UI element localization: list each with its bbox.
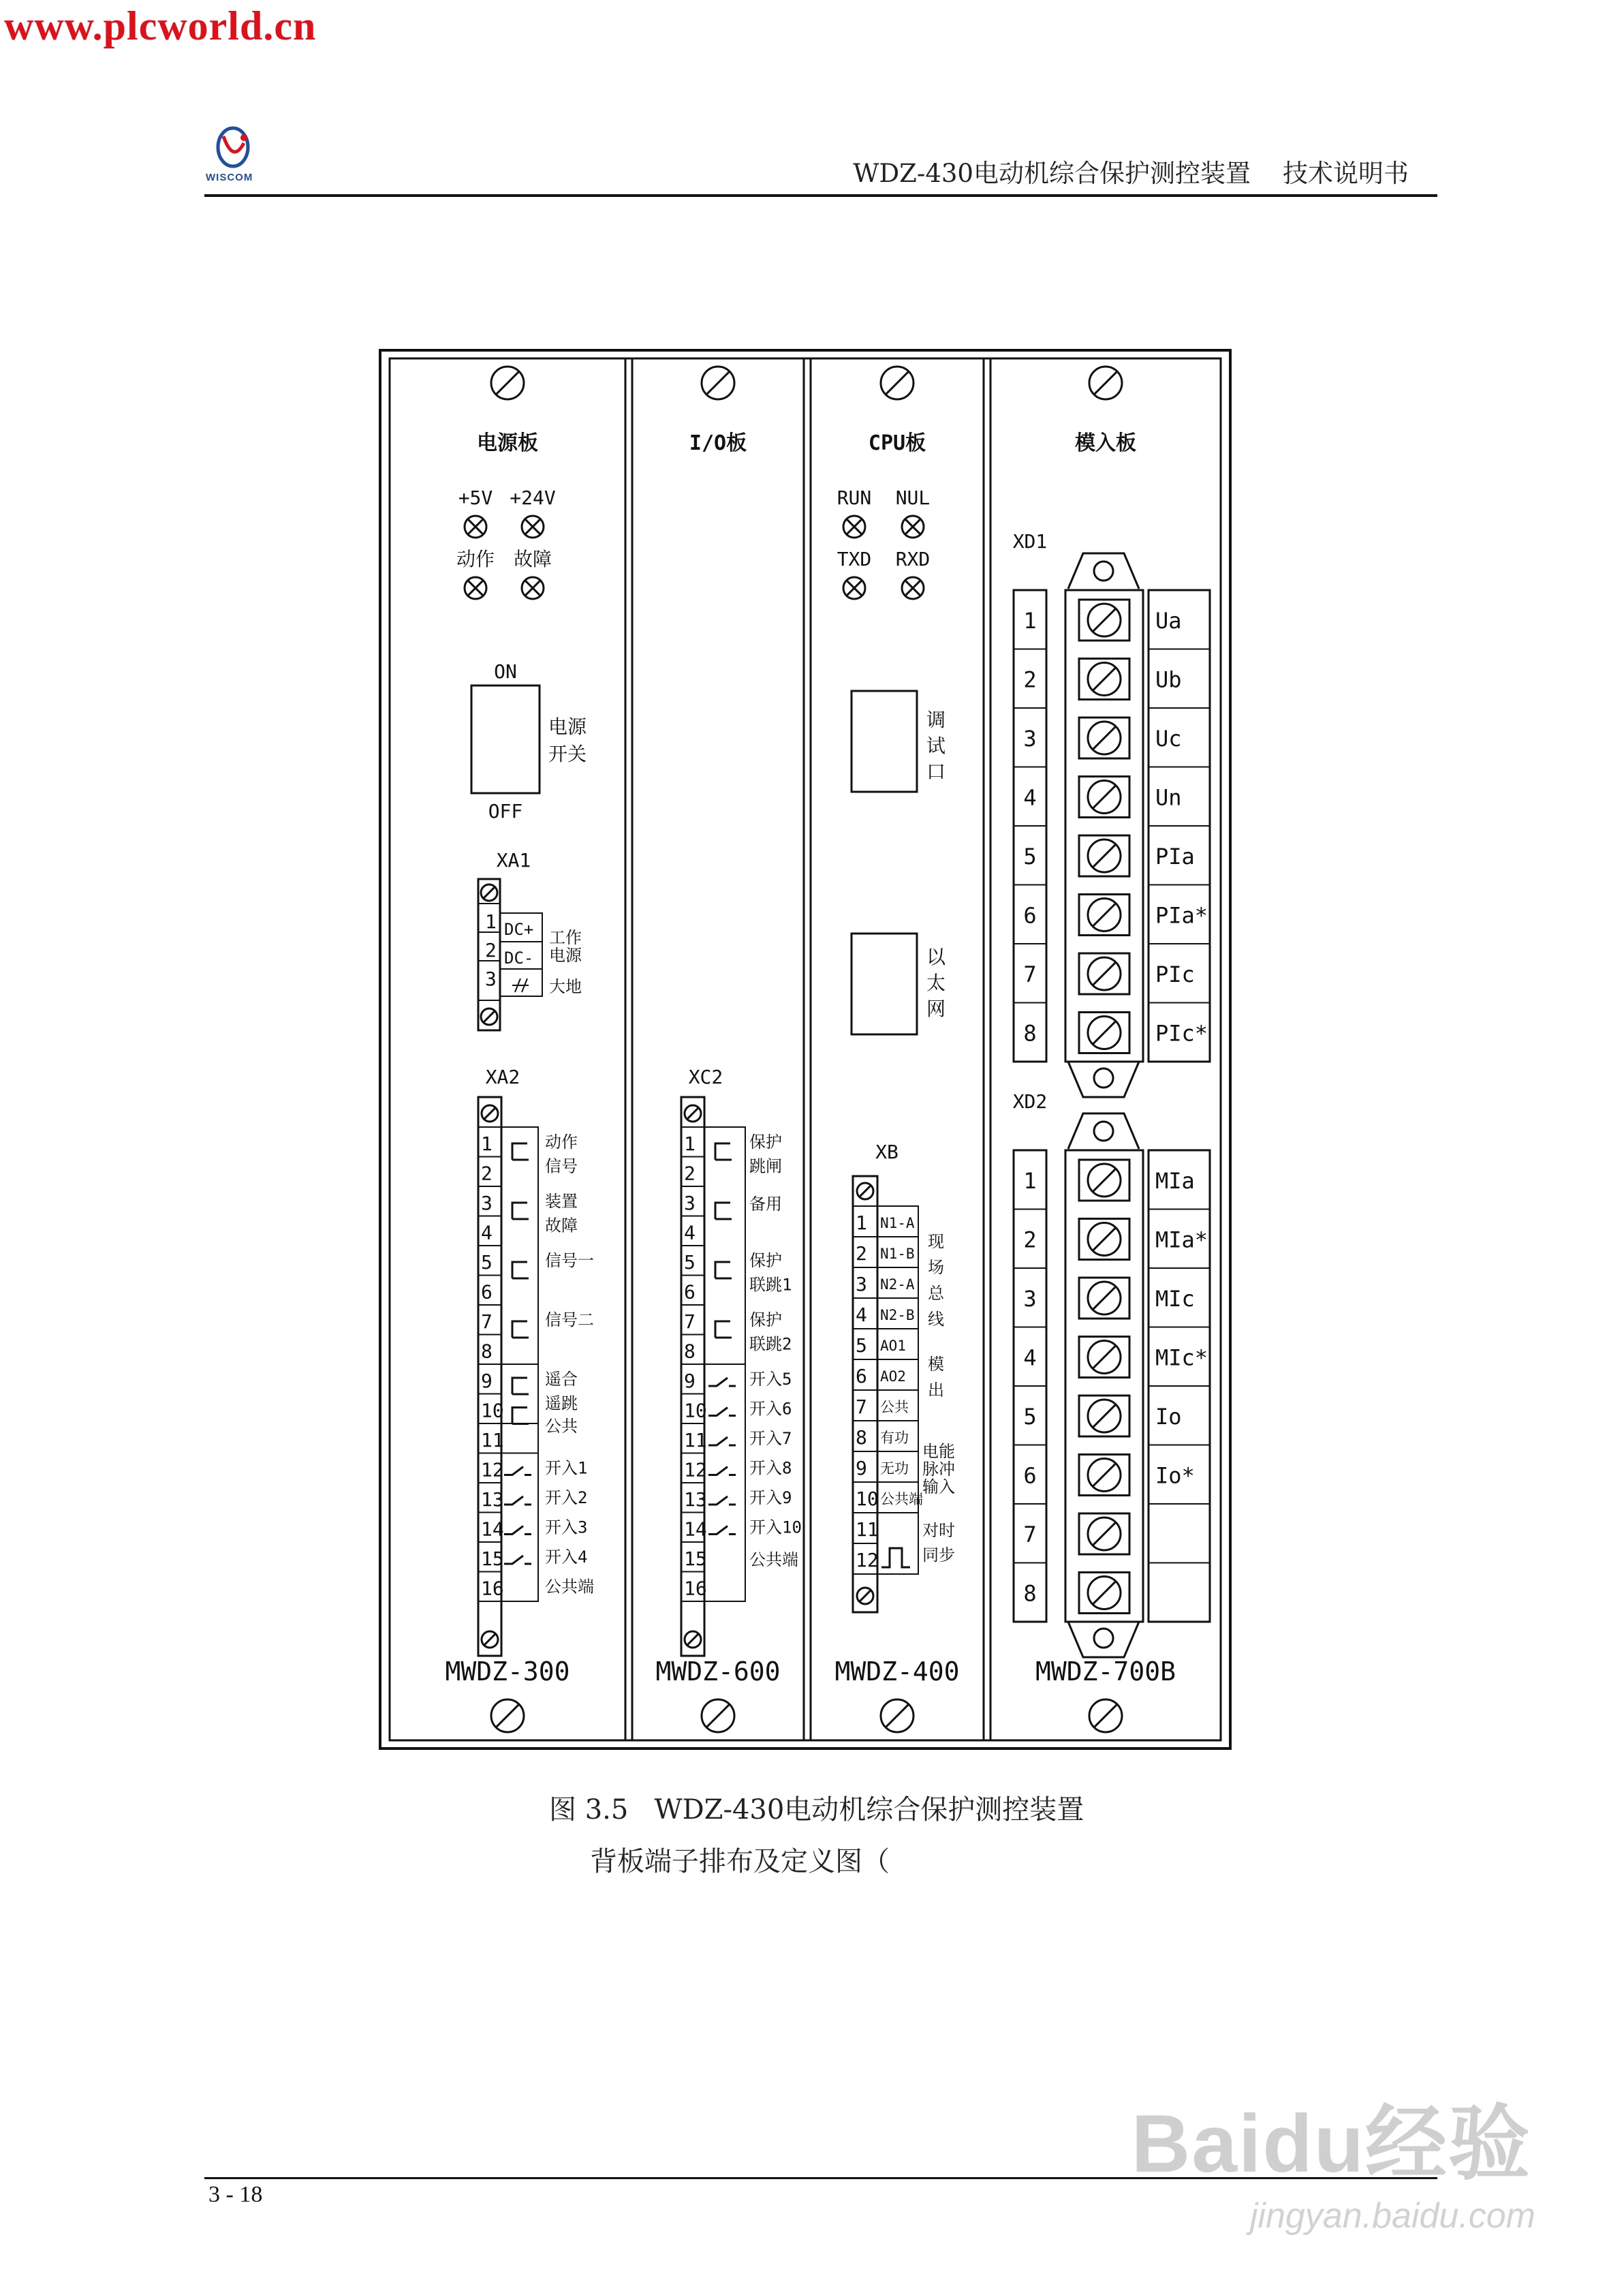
screw-slot (1093, 1464, 1116, 1487)
terminal-number: 16 (684, 1577, 707, 1600)
connector-name: XA1 (496, 849, 531, 872)
terminal-number: 1 (856, 1212, 867, 1234)
terminal-label: 遥跳 (545, 1393, 578, 1413)
led-label: TXD (837, 548, 872, 570)
terminal-number: 12 (684, 1458, 707, 1481)
terminal-number: 4 (481, 1221, 493, 1244)
terminal-label: Uc (1155, 726, 1182, 752)
terminal-label: 跳闸 (749, 1156, 782, 1176)
ethernet-port-label: 以 (926, 946, 946, 968)
terminal-number: 3 (684, 1192, 696, 1214)
relay-contact-symbol (512, 1408, 529, 1424)
terminal-number: 3 (481, 1192, 493, 1214)
debug-port-label: 试 (926, 735, 946, 757)
terminal-label: 联跳1 (749, 1275, 792, 1295)
connector-name: XD2 (1012, 1090, 1048, 1113)
ground-icon (512, 979, 529, 992)
switch-label: 电源 (548, 715, 587, 738)
figure-caption-line1: 图 3.5 WDZ-430电动机综合保护测控装置 (549, 1794, 1084, 1826)
switch-off-label: OFF (488, 800, 523, 822)
debug-port-label: 口 (926, 760, 946, 783)
connector-name: XB (875, 1141, 899, 1163)
terminal-label: 开入1 (545, 1458, 588, 1478)
input-box (704, 1364, 745, 1601)
terminal-label: Ub (1155, 666, 1182, 693)
terminal-number: 13 (684, 1488, 707, 1511)
terminal-label: 装置 (545, 1192, 578, 1211)
connector-name: XA2 (485, 1066, 520, 1088)
terminal-number: 14 (481, 1518, 504, 1541)
terminal-number: 1 (481, 1133, 493, 1155)
mount-hole-icon (1094, 561, 1113, 581)
screw-slot (484, 1011, 495, 1023)
led-label: +5V (458, 487, 493, 509)
terminal-code: N2-B (880, 1307, 915, 1323)
relay-contact-symbol (715, 1262, 732, 1278)
terminal-label: PIc (1155, 961, 1195, 987)
terminal-label: MIc* (1155, 1344, 1208, 1371)
logo-text: WISCOM (206, 172, 253, 183)
terminal-number: 5 (1023, 844, 1037, 869)
terminal-number: 1 (485, 910, 497, 933)
terminal-number: 10 (481, 1399, 504, 1422)
terminal-number: 1 (1023, 608, 1037, 634)
terminal-number: 8 (684, 1340, 696, 1363)
xa1-ground-box (500, 969, 542, 996)
terminal-number: 9 (856, 1457, 867, 1479)
terminal-code: 公共 (880, 1399, 909, 1415)
terminal-label: 电能 (922, 1442, 955, 1461)
screw-slot (1094, 1704, 1117, 1727)
terminal-number: 4 (684, 1221, 696, 1244)
terminal-label: 模 (928, 1355, 944, 1374)
terminal-label: 出 (928, 1381, 944, 1400)
screw-slot (886, 1704, 909, 1727)
terminal-label: 保护 (749, 1310, 782, 1329)
terminal-number: 6 (856, 1365, 867, 1387)
screw-slot (1093, 668, 1116, 691)
terminal-label: 故障 (545, 1216, 578, 1235)
screw-slot (484, 887, 495, 899)
terminal-label: 工作 (549, 928, 582, 947)
terminal-label: 线 (928, 1310, 944, 1329)
board-title: I/O板 (689, 431, 747, 455)
screw-slot (706, 1704, 730, 1727)
screw-slot (484, 1634, 496, 1646)
terminal-number: 2 (856, 1242, 867, 1265)
terminal-number: 3 (856, 1273, 867, 1295)
terminal-code: N2-A (880, 1276, 915, 1293)
baidu-watermark: Baidu经验 (1131, 2098, 1531, 2189)
terminal-number: 13 (481, 1488, 504, 1511)
terminal-label: 开入4 (545, 1547, 588, 1567)
terminal-label: 信号二 (545, 1310, 594, 1329)
xb-terminal-strip (853, 1176, 877, 1612)
screw-slot (1093, 1287, 1116, 1310)
terminal-label: 大地 (549, 977, 582, 996)
terminal-number: 2 (684, 1162, 696, 1185)
terminal-label: MIa* (1155, 1227, 1208, 1253)
screw-slot (496, 371, 519, 395)
terminal-label: 现 (928, 1232, 944, 1251)
input-switch-symbol (708, 1526, 736, 1535)
terminal-label: 开入10 (749, 1518, 802, 1537)
terminal-label: 公共端 (545, 1577, 594, 1597)
switch-on-label: ON (494, 660, 517, 683)
mount-ear (1068, 553, 1139, 589)
screw-slot (484, 1108, 496, 1120)
terminal-label: Un (1155, 784, 1182, 811)
screw-slot (886, 371, 909, 395)
terminal-label: 输入 (922, 1477, 955, 1496)
terminal-label: 信号一 (545, 1251, 594, 1270)
input-switch-symbol (708, 1467, 736, 1475)
input-switch-symbol (504, 1556, 531, 1564)
terminal-label: 电源 (549, 946, 582, 965)
terminal-number: 15 (684, 1547, 707, 1570)
board-model: MWDZ-300 (445, 1657, 570, 1686)
terminal-label: 脉冲 (922, 1460, 955, 1479)
terminal-label: 同步 (922, 1545, 955, 1565)
terminal-number: 8 (1023, 1580, 1037, 1607)
terminal-number: 7 (856, 1396, 867, 1418)
terminal-number: 7 (1023, 1522, 1037, 1547)
board-model: MWDZ-700B (1035, 1657, 1176, 1686)
relay-contact-symbol (512, 1203, 529, 1219)
relay-group-box (704, 1127, 745, 1364)
terminal-number: 4 (1023, 1344, 1037, 1371)
header-title: WDZ-430电动机综合保护测控装置 技术说明书 (853, 159, 1409, 188)
connector-name: XC2 (688, 1066, 723, 1088)
terminal-label: 联跳2 (749, 1334, 792, 1354)
screw-slot (1093, 962, 1116, 985)
screw-slot (1093, 904, 1116, 927)
terminal-label: 动作 (545, 1133, 578, 1152)
terminal-number: 4 (856, 1304, 867, 1326)
relay-contact-symbol (512, 1321, 529, 1338)
terminal-label: 开入6 (749, 1399, 792, 1419)
terminal-code: AO2 (880, 1368, 906, 1385)
screw-slot (1093, 609, 1116, 632)
terminal-label: 场 (928, 1258, 944, 1277)
screw-slot (860, 1590, 871, 1602)
input-switch-symbol (708, 1437, 736, 1445)
terminal-code: 有功 (880, 1430, 909, 1446)
baidu-watermark-url: jingyan.baidu.com (1249, 2196, 1535, 2236)
terminal-label: PIc* (1155, 1020, 1208, 1047)
screw-slot (706, 371, 730, 395)
terminal-label: 保护 (749, 1133, 782, 1152)
terminal-number: 5 (1023, 1404, 1037, 1430)
terminal-label: 开入9 (749, 1488, 792, 1507)
terminal-number: 2 (481, 1162, 493, 1185)
terminal-label: 公共端 (749, 1550, 798, 1569)
terminal-number: 14 (684, 1518, 707, 1541)
terminal-number: 6 (684, 1280, 696, 1304)
debug-port (852, 691, 917, 792)
terminal-number: 11 (481, 1429, 504, 1451)
terminal-number: 11 (856, 1518, 879, 1541)
terminal-number: 2 (1023, 666, 1037, 693)
terminal-number: 8 (481, 1340, 493, 1363)
relay-group-box (501, 1127, 538, 1423)
screw-slot (1093, 726, 1116, 750)
terminal-label: 对时 (922, 1521, 955, 1540)
site-watermark: www.plcworld.cn (4, 3, 317, 48)
terminal-number: 8 (856, 1426, 867, 1449)
terminal-number: 12 (481, 1458, 504, 1481)
terminal-number: 3 (485, 968, 497, 990)
terminal-code: 公共端 (880, 1491, 923, 1507)
terminal-number: 2 (485, 939, 497, 961)
connector-name: XD1 (1012, 530, 1048, 553)
input-switch-symbol (708, 1408, 736, 1416)
figure-caption-line2: 背板端子排布及定义图（ (590, 1846, 890, 1877)
screw-slot (687, 1634, 699, 1646)
relay-contact-symbol (512, 1143, 529, 1160)
input-switch-symbol (504, 1496, 531, 1505)
led-label: RXD (895, 548, 931, 570)
input-switch-symbol (708, 1378, 736, 1386)
terminal-code: N1-A (880, 1215, 915, 1231)
terminal-code: 无功 (880, 1460, 909, 1477)
terminal-label: 备用 (749, 1195, 782, 1214)
relay-contact-symbol (715, 1321, 732, 1338)
led-label: 故障 (513, 548, 552, 570)
terminal-label: 保护 (749, 1251, 782, 1270)
ethernet-port (852, 934, 917, 1034)
terminal-number: 2 (1023, 1227, 1037, 1253)
screw-slot (860, 1186, 871, 1197)
input-switch-symbol (708, 1496, 736, 1505)
board-model: MWDZ-600 (655, 1657, 781, 1686)
terminal-label: Io* (1155, 1462, 1195, 1489)
terminal-number: 12 (856, 1549, 879, 1571)
terminal-number: 7 (684, 1310, 696, 1333)
terminal-number: 11 (684, 1429, 707, 1451)
terminal-code: DC+ (504, 920, 534, 939)
terminal-number: 1 (684, 1133, 696, 1155)
screw-slot (1093, 1404, 1116, 1428)
terminal-number: 9 (684, 1370, 696, 1392)
screw-slot (1093, 1228, 1116, 1251)
terminal-label: 信号 (545, 1156, 578, 1176)
screw-slot (1094, 371, 1117, 395)
mount-hole-icon (1094, 1629, 1113, 1648)
page-number: 3 - 18 (208, 2182, 263, 2207)
terminal-label: Ua (1155, 608, 1182, 634)
board-title: CPU板 (868, 431, 926, 455)
mount-hole-icon (1094, 1068, 1113, 1088)
relay-contact-symbol (715, 1143, 732, 1160)
screw-slot (687, 1108, 699, 1120)
led-label: +24V (510, 487, 556, 509)
terminal-label: MIc (1155, 1286, 1195, 1312)
terminal-label: PIa* (1155, 902, 1208, 929)
terminal-number: 6 (481, 1280, 493, 1304)
terminal-number: 6 (1023, 1462, 1037, 1489)
input-switch-symbol (504, 1526, 531, 1535)
terminal-label: MIa (1155, 1168, 1195, 1194)
terminal-number: 9 (481, 1370, 493, 1392)
led-label: NUL (895, 487, 931, 509)
terminal-number: 16 (481, 1577, 504, 1600)
power-switch (471, 686, 540, 793)
ethernet-port-label: 网 (926, 998, 946, 1020)
relay-contact-symbol (512, 1378, 529, 1394)
terminal-code: DC- (504, 949, 534, 968)
terminal-number: 5 (856, 1334, 867, 1357)
board-title: 模入板 (1075, 431, 1136, 455)
screw-slot (1093, 1169, 1116, 1192)
terminal-label: 开入5 (749, 1370, 792, 1389)
mount-ear (1068, 1113, 1139, 1149)
mount-ear (1068, 1062, 1139, 1097)
terminal-label: 开入2 (545, 1488, 588, 1507)
mount-hole-icon (1094, 1122, 1113, 1141)
relay-contact-symbol (512, 1262, 529, 1278)
terminal-number: 15 (481, 1547, 504, 1570)
terminal-number: 3 (1023, 726, 1037, 752)
screw-slot (1093, 1346, 1116, 1369)
terminal-number: 6 (1023, 902, 1037, 929)
terminal-label: Io (1155, 1404, 1182, 1430)
ethernet-port-label: 太 (926, 972, 946, 994)
terminal-number: 5 (481, 1251, 493, 1274)
mount-ear (1068, 1622, 1139, 1657)
led-label: 动作 (456, 548, 495, 570)
terminal-number: 10 (684, 1399, 707, 1422)
terminal-number: 10 (856, 1488, 879, 1510)
terminal-number: 8 (1023, 1020, 1037, 1047)
sync-pulse-icon (881, 1548, 910, 1567)
terminal-label: 开入8 (749, 1458, 792, 1478)
screw-slot (1093, 844, 1116, 867)
screw-slot (1093, 1582, 1116, 1605)
switch-label: 开关 (548, 743, 587, 765)
terminal-number: 5 (684, 1251, 696, 1274)
debug-port-label: 调 (926, 709, 946, 731)
screw-slot (1093, 1522, 1116, 1545)
led-label: RUN (837, 487, 872, 509)
board-model: MWDZ-400 (834, 1657, 960, 1686)
board-title: 电源板 (477, 431, 538, 455)
terminal-label: 公共 (545, 1417, 578, 1436)
terminal-number: 3 (1023, 1286, 1037, 1312)
terminal-label: 开入7 (749, 1429, 792, 1448)
terminal-number: 1 (1023, 1168, 1037, 1194)
terminal-label: 开入3 (545, 1518, 588, 1537)
terminal-label: PIa (1155, 844, 1195, 869)
terminal-label: 遥合 (545, 1370, 578, 1389)
screw-slot (1093, 1021, 1116, 1045)
terminal-number: 4 (1023, 784, 1037, 811)
input-switch-symbol (504, 1467, 531, 1475)
terminal-code: N1-B (880, 1246, 915, 1262)
terminal-code: AO1 (880, 1338, 906, 1354)
screw-slot (496, 1704, 519, 1727)
terminal-number: 7 (481, 1310, 493, 1333)
terminal-label: 总 (928, 1284, 944, 1303)
terminal-number: 7 (1023, 961, 1037, 987)
screw-slot (1093, 786, 1116, 809)
relay-contact-symbol (715, 1203, 732, 1219)
